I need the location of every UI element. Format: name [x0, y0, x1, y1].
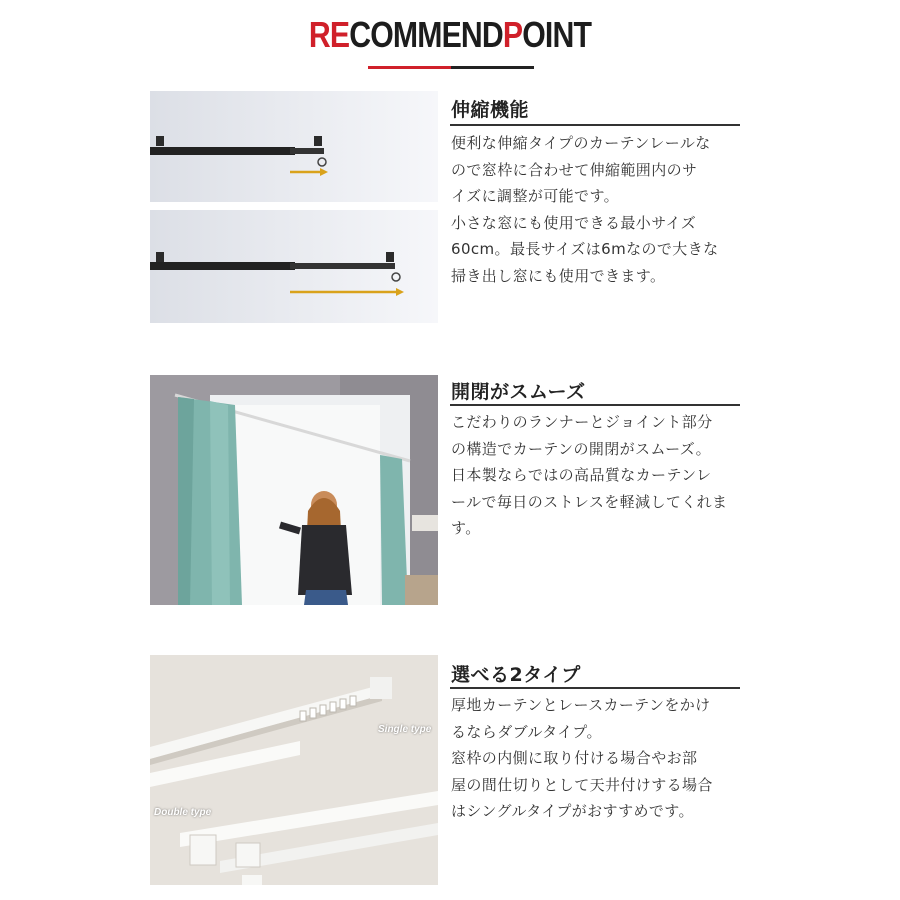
text-line: の構造でカーテンの開閉がスムーズ。: [451, 439, 712, 458]
text-line: はシングルタイプがおすすめです。: [451, 802, 694, 820]
section-text-extension: [451, 130, 741, 289]
page-header: [0, 0, 900, 80]
page-title: [72, 14, 828, 56]
caption-single-type: Single type: [378, 724, 432, 735]
section-rule-extension: [450, 124, 740, 126]
text-line: るならダブルタイプ。: [451, 722, 602, 741]
title-part-commend: COMMEND: [349, 14, 503, 55]
text-line: 屋の間仕切りとして天井付けする場合: [451, 775, 713, 794]
text-line: イズに調整が可能です。: [451, 187, 620, 205]
text-line: 掃き出し窓にも使用できます。: [451, 266, 666, 285]
title-part-p: P: [502, 14, 523, 55]
rail-long-illustration: [150, 210, 438, 323]
text-line: す。: [451, 519, 481, 537]
text-line: こだわりのランナーとジョイント部分: [451, 413, 713, 431]
title-underline: [368, 66, 534, 69]
section-rule-two-types: [450, 687, 740, 689]
rail-short-photo: [150, 91, 438, 202]
underline-red: [368, 66, 451, 69]
section-rule-smooth: [450, 404, 740, 406]
text-line: 窓枠の内側に取り付ける場合やお部: [451, 749, 698, 767]
curtain-room-illustration: [150, 375, 438, 605]
section-text-two-types: [451, 692, 741, 825]
text-line: ので窓枠に合わせて伸縮範囲内のサ: [451, 160, 698, 179]
rail-types-illustration: [150, 655, 438, 885]
underline-black: [451, 66, 534, 69]
rail-types-photo: [150, 655, 438, 885]
text-line: 小さな窓にも使用できる最小サイズ: [451, 213, 697, 232]
text-line: 便利な伸縮タイプのカーテンレールな: [451, 134, 711, 152]
section-title-smooth: 開閉がスムーズ: [451, 381, 586, 403]
text-line: 60cm。最長サイズは6mなので大きな: [451, 240, 719, 258]
section-text-smooth: [451, 409, 741, 542]
section-title-two-types: 選べる2タイプ: [451, 664, 581, 686]
caption-double-type: Double type: [154, 807, 212, 818]
rail-short-illustration: [150, 91, 438, 202]
curtain-room-photo: [150, 375, 438, 605]
text-line: ールで毎日のストレスを軽減してくれま: [451, 492, 728, 511]
section-title-extension: 伸縮機能: [451, 99, 530, 121]
title-part-oint: OINT: [522, 14, 592, 55]
text-line: 厚地カーテンとレースカーテンをかけ: [451, 696, 711, 714]
title-part-re: RE: [308, 14, 350, 55]
text-line: 日本製ならではの高品質なカーテンレ: [451, 466, 712, 484]
rail-long-photo: [150, 210, 438, 323]
